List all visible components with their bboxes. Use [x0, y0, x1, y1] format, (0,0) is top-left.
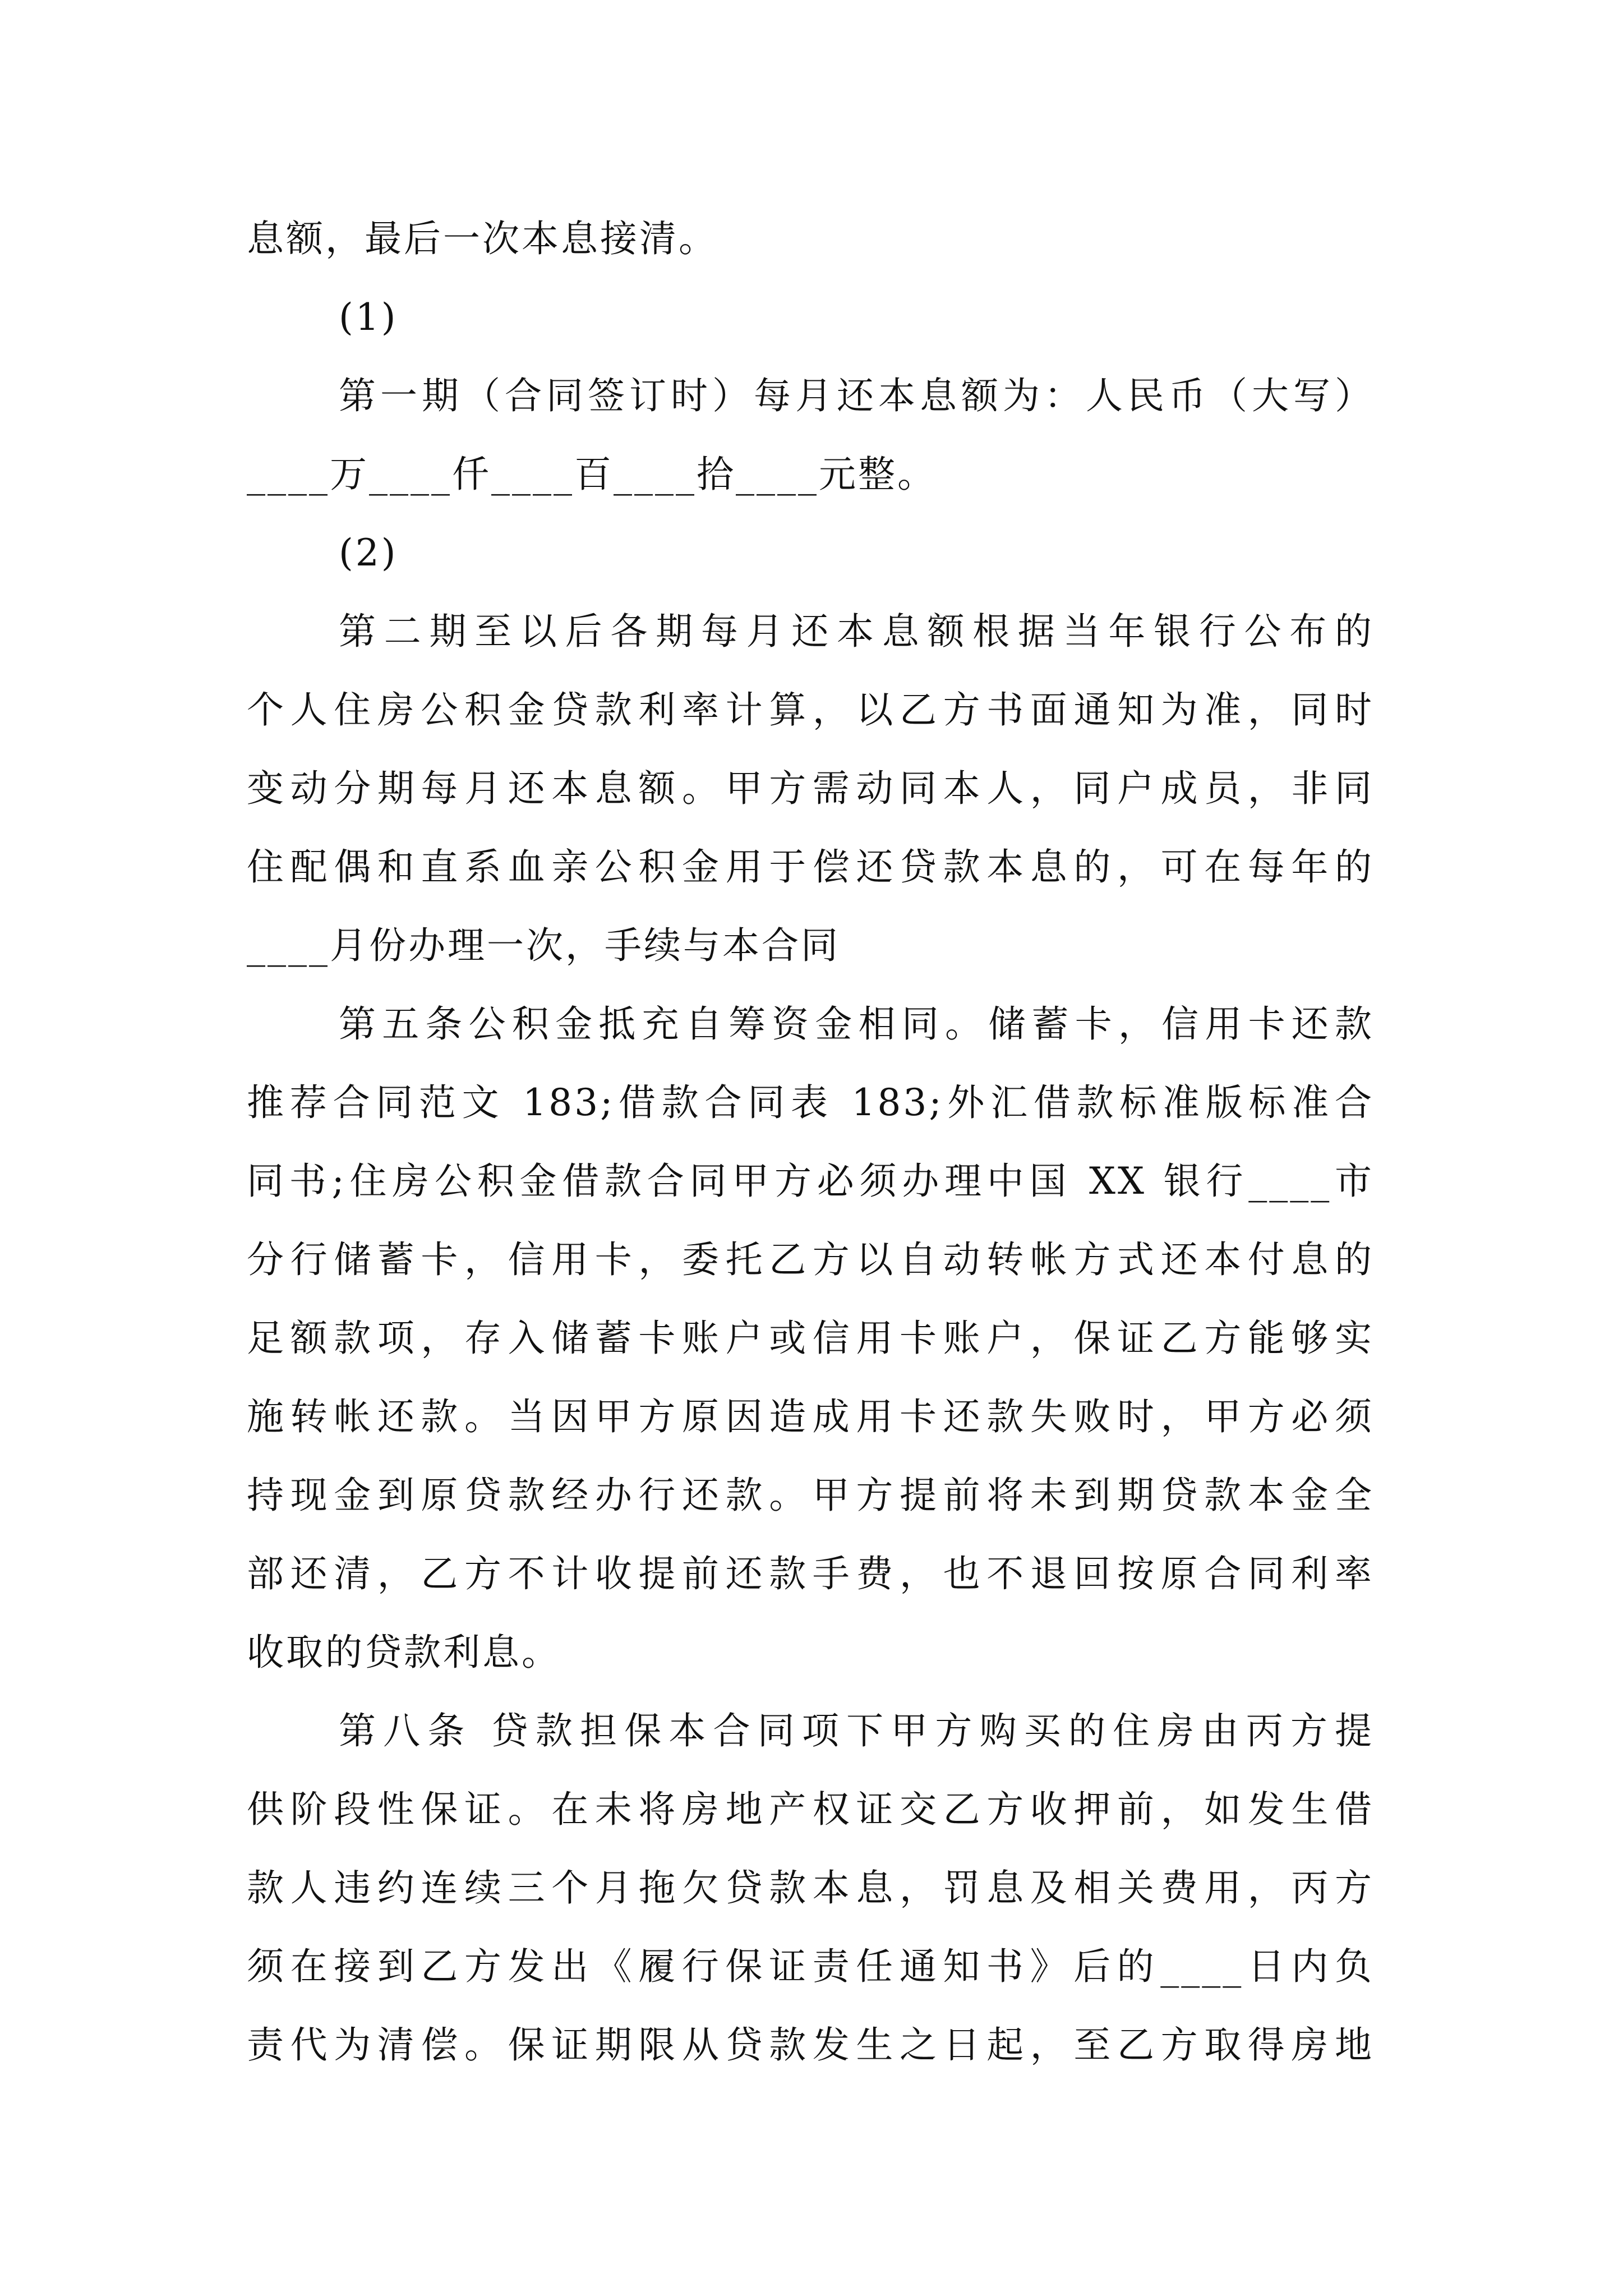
text-line: 须在接到乙方发出《履行保证责任通知书》后的____日内负: [247, 1945, 1374, 1988]
text-line: 责代为清偿。保证期限从贷款发生之日起，至乙方取得房地: [247, 2023, 1374, 2067]
text-line: 足额款项，存入储蓄卡账户或信用卡账户，保证乙方能够实: [247, 1317, 1374, 1360]
text-line: 第一期（合同签订时）每月还本息额为：人民币（大写）: [339, 374, 1374, 417]
text-line: 第五条公积金抵充自筹资金相同。储蓄卡，信用卡还款: [339, 1002, 1374, 1046]
text-line: 供阶段性保证。在未将房地产权证交乙方收押前，如发生借: [247, 1788, 1374, 1831]
text-line: ____万____仟____百____拾____元整。: [247, 453, 937, 496]
text-line: 部还清，乙方不计收提前还款手费，也不退回按原合同利率: [247, 1552, 1374, 1595]
text-line: 第二期至以后各期每月还本息额根据当年银行公布的: [339, 610, 1374, 653]
text-line: 第八条 贷款担保本合同项下甲方购买的住房由丙方提: [339, 1709, 1374, 1752]
text-line: 持现金到原贷款经办行还款。甲方提前将未到期贷款本金全: [247, 1474, 1374, 1517]
text-line: (2): [339, 531, 398, 574]
text-line: 分行储蓄卡，信用卡，委托乙方以自动转帐方式还本付息的: [247, 1238, 1374, 1281]
text-line: 息额，最后一次本息接清。: [247, 217, 718, 260]
text-line: 个人住房公积金贷款利率计算，以乙方书面通知为准，同时: [247, 688, 1374, 731]
text-line: 款人违约连续三个月拖欠贷款本息，罚息及相关费用，丙方: [247, 1866, 1374, 1910]
text-line: 住配偶和直系血亲公积金用于偿还贷款本息的，可在每年的: [247, 845, 1374, 889]
text-line: 同书;住房公积金借款合同甲方必须办理中国 XX 银行____市: [247, 1159, 1374, 1203]
text-line: 收取的贷款利息。: [247, 1631, 561, 1674]
text-line: 施转帐还款。当因甲方原因造成用卡还款失败时，甲方必须: [247, 1395, 1374, 1438]
text-line: ____月份办理一次，手续与本合同: [247, 924, 840, 967]
text-line: (1): [339, 296, 398, 339]
text-line: 变动分期每月还本息额。甲方需动同本人，同户成员，非同: [247, 767, 1374, 810]
text-line: 推荐合同范文 183;借款合同表 183;外汇借款标准版标准合: [247, 1081, 1374, 1124]
